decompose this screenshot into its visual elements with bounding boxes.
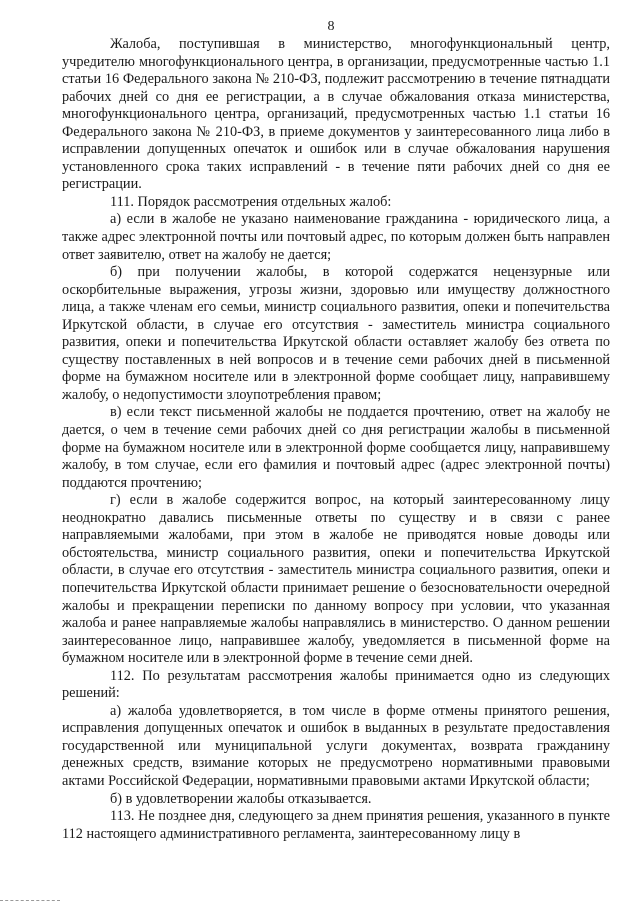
paragraph-112-b: б) в удовлетворении жалобы отказывается. (110, 790, 372, 807)
paragraph-111-heading: 111. Порядок рассмотрения отдельных жалоб: (110, 193, 392, 210)
paragraph-111-a: а) если в жалобе не указано наименование гражданина - юридического лица, а также адрес электронной почты или почтовый адрес, по которым должен быть направлен ответ заявителю, ответ на жалобу не дается; (62, 211, 610, 263)
paragraph-112-heading: 112. По результатам рассмотрения жалобы принимается одно из следующих решений: (62, 667, 610, 702)
paragraph-complaint-deadlines: Жалоба, поступившая в министерство, многофункциональный центр, учредителю многофункционального центра, в организации, предусмотренные частью 1.1 статьи 16 Федерального закона № 210-ФЗ, подлежит рассмотрению в течение пятнадцати рабочих дней со дня ее регистрации, а в случае обжалования отказа министерства, многофункционального центра, организаций, предусмотренных частью 1.1 статьи 16 Федерального закона № 210-ФЗ, в приеме документов у заинтересованного лица либо в исправлении допущенных опечаток и ошибок или в случае обжалования нарушения установленного срока таких исправлений - в течение пяти рабочих дней со дня ее регистрации. (62, 36, 610, 193)
paragraph-111-b: б) при получении жалобы, в которой содержатся нецензурные или оскорбительные выражения, угрозы жизни, здоровью или имуществу должностного лица, а также членам его семьи, министр социального развития, опеки и попечительства Иркутской области, в случае его отсутствия - заместитель министра социального развития, опеки и попечительства Иркутской области оставляет жалобу без ответа по существу поставленных в ней вопросов и в течение семи рабочих дней в письменной форме на бумажном носителе или в электронной форме сообщает лицу, направившему жалобу, о недопустимости злоупотребления правом; (62, 264, 610, 403)
paragraph-112-a: а) жалоба удовлетворяется, в том числе в форме отмены принятого решения, исправления допущенных опечаток и ошибок в выданных в результате предоставления государственной или муниципальной услуги документах, возврата гражданину денежных средств, взимание которых не предусмотрено нормативными правовыми актами Российской Федерации, нормативными правовыми актами Иркутской области; (62, 702, 610, 789)
paragraph-113: 113. Не позднее дня, следующего за днем принятия решения, указанного в пункте 112 настоящего административного регламента, заинтересованному лицу в (62, 808, 610, 842)
page-number: 8 (327, 19, 335, 34)
document-body (62, 36, 610, 843)
footer-rule (0, 900, 60, 901)
paragraph-111-g: г) если в жалобе содержится вопрос, на который заинтересованному лицу неоднократно давались письменные ответы по существу и в связи с ранее направляемыми жалобами, при этом в жалобе не приводятся новые доводы или обстоятельства, министр социального развития, опеки и попечительства Иркутской области, в случае его отсутствия - заместитель министра социального развития, опеки и попечительства Иркутской области принимает решение о безосновательности очередной жалобы и прекращении переписки по данному вопросу при условии, что указанная жалоба и ранее направляемые жалобы направлялись в министерство. О данном решении заинтересованное лицо, направившее жалобу, уведомляется в письменной форме на бумажном носителе или в электронной форме в течение семи дней. (62, 492, 610, 667)
paragraph-111-v: в) если текст письменной жалобы не поддается прочтению, ответ на жалобу не дается, о чем в течение семи рабочих дней со дня регистрации жалобы в письменной форме на бумажном носителе или в электронной форме сообщается лицу, направившему жалобу, в том случае, если его фамилия и почтовый адрес (адрес электронной почты) поддаются прочтению; (62, 404, 610, 491)
